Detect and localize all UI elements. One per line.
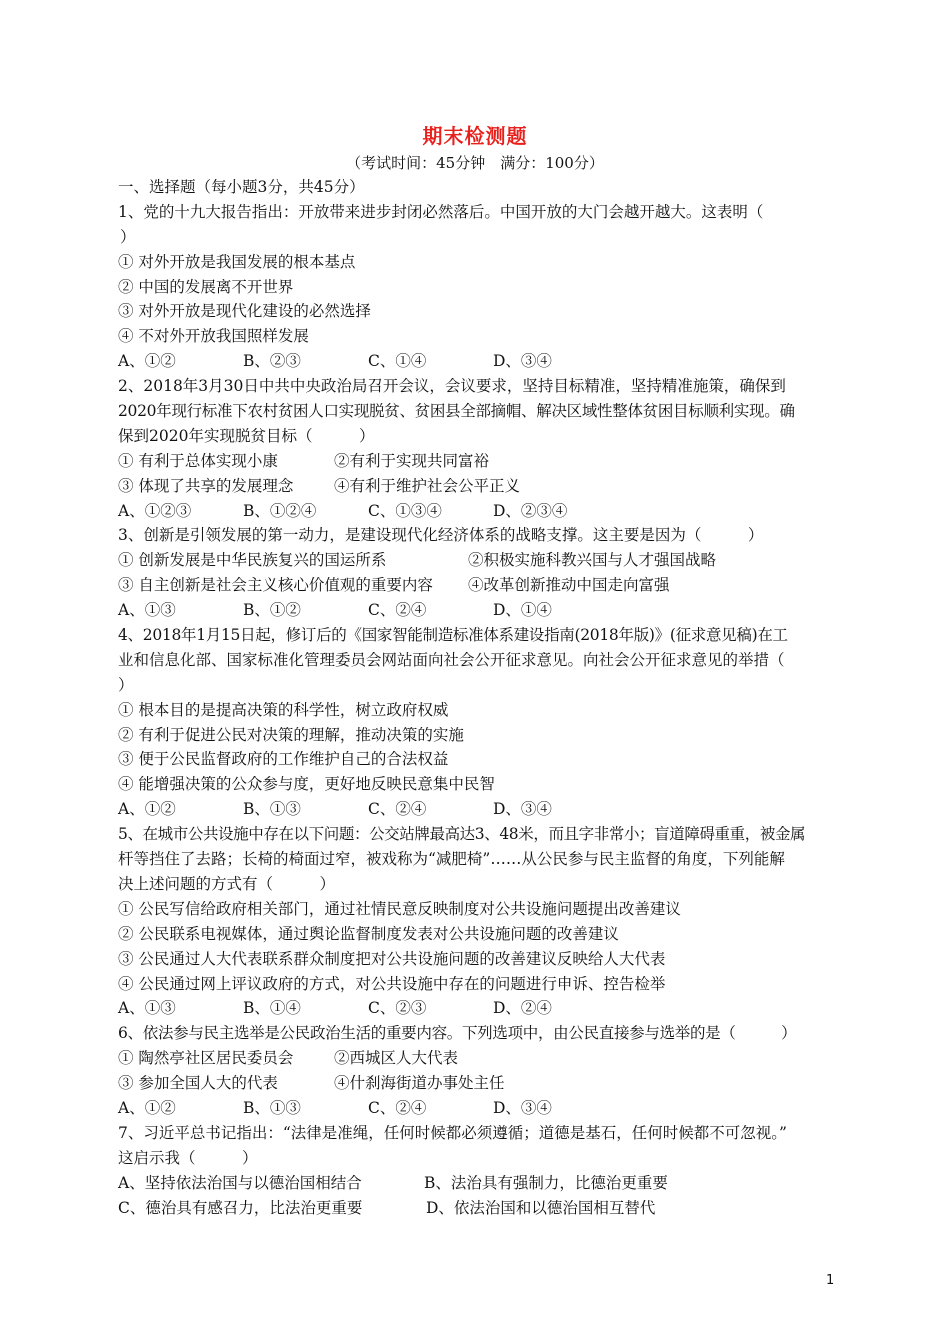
q5-option-c[interactable]: C、②③ xyxy=(368,999,427,1018)
q2-option-d[interactable]: D、②③④ xyxy=(493,501,568,520)
q5-item-3: ③ 公民通过人大代表联系群众制度把对公共设施问题的改善建议反映给人大代表 xyxy=(118,949,666,968)
q3-item-3: ③ 自主创新是社会主义核心价值观的重要内容 xyxy=(118,576,433,595)
q2-item-4: ④有利于维护社会公平正义 xyxy=(334,476,521,495)
exam-info: （考试时间：45分钟 满分：100分） xyxy=(346,154,604,172)
q7-stem-line1: 7、习近平总书记指出：“法律是准绳，任何时候都必须遵循；道德是基石，任何时候都不可忽视。” xyxy=(118,1123,787,1142)
q4-item-3: ③ 便于公民监督政府的工作维护自己的合法权益 xyxy=(118,750,449,769)
q6-items-row2 xyxy=(118,1071,838,1096)
q3-items-row1 xyxy=(118,548,838,573)
q3-item-1: ① 创新发展是中华民族复兴的国运所系 xyxy=(118,551,387,570)
section-heading: 一、选择题（每小题3分，共45分） xyxy=(118,178,365,196)
q1-stem-line2: ） xyxy=(120,227,136,246)
q2-item-1: ① 有利于总体实现小康 xyxy=(118,451,278,470)
page-title: 期末检测题 xyxy=(422,124,528,148)
q6-options xyxy=(118,1096,838,1121)
q5-stem-line1: 5、在城市公共设施中存在以下问题：公交站牌最高达3、48米，而且字非常小；盲道障碍重重，被金属 xyxy=(118,825,806,844)
q3-item-2: ②积极实施科教兴国与人才强国战略 xyxy=(468,551,717,570)
q4-option-b[interactable]: B、①③ xyxy=(243,800,301,819)
q2-option-a[interactable]: A、①②③ xyxy=(118,501,192,520)
q3-options xyxy=(118,598,838,623)
q4-option-c[interactable]: C、②④ xyxy=(368,800,427,819)
q5-stem-line2: 杆等挡住了去路；长椅的椅面过窄，被戏称为“减肥椅”……从公民参与民主监督的角度，下列能解 xyxy=(118,850,785,869)
page-number: 1 xyxy=(826,1273,835,1288)
q3-option-d[interactable]: D、①④ xyxy=(493,601,552,620)
q4-stem-line2: 业和信息化部、国家标准化管理委员会网站面向社会公开征求意见。向社会公开征求意见的举措（ xyxy=(118,650,785,669)
q6-option-a[interactable]: A、①② xyxy=(118,1098,176,1117)
q5-option-d[interactable]: D、②④ xyxy=(493,999,552,1018)
q2-stem-line2: 2020年现行标准下农村贫困人口实现脱贫、贫困县全部摘帽、解决区域性整体贫困目标顺利实现。确 xyxy=(118,402,795,421)
q6-item-1: ① 陶然亭社区居民委员会 xyxy=(118,1049,294,1068)
q4-item-4: ④ 能增强决策的公众参与度，更好地反映民意集中民智 xyxy=(118,775,495,794)
q2-items-row2 xyxy=(118,474,838,499)
q7-option-d[interactable]: D、依法治国和以德治国相互替代 xyxy=(426,1198,656,1217)
q4-stem-line1: 4、2018年1月15日起，修订后的《国家智能制造标准体系建设指南(2018年版)》(征求意见稿)在工 xyxy=(118,626,788,645)
q1-item-2: ② 中国的发展离不开世界 xyxy=(118,277,294,296)
q7-options-row2 xyxy=(118,1196,838,1221)
q6-item-3: ③ 参加全国人大的代表 xyxy=(118,1074,278,1093)
q2-option-c[interactable]: C、①③④ xyxy=(368,501,442,520)
q7-options-row1 xyxy=(118,1171,838,1196)
q2-stem-line1: 2、2018年3月30日中共中央政治局召开会议，会议要求，坚持目标精准，坚持精准施策，确保到 xyxy=(118,377,786,396)
q7-option-a[interactable]: A、坚持依法治国与以德治国相结合 xyxy=(118,1173,362,1192)
q6-stem: 6、依法参与民主选举是公民政治生活的重要内容。下列选项中，由公民直接参与选举的是（ ） xyxy=(118,1024,797,1043)
q1-item-1: ① 对外开放是我国发展的根本基点 xyxy=(118,252,356,271)
q6-items-row1 xyxy=(118,1046,838,1071)
q4-option-d[interactable]: D、③④ xyxy=(493,800,552,819)
q2-option-b[interactable]: B、①②④ xyxy=(243,501,317,520)
q1-option-a[interactable]: A、①② xyxy=(118,352,176,371)
q2-stem-line3: 保到2020年实现脱贫目标（ ） xyxy=(118,426,375,445)
q1-option-b[interactable]: B、②③ xyxy=(243,352,301,371)
q5-option-b[interactable]: B、①④ xyxy=(243,999,301,1018)
q4-options xyxy=(118,797,838,822)
q4-option-a[interactable]: A、①② xyxy=(118,800,176,819)
q4-item-2: ② 有利于促进公民对决策的理解，推动决策的实施 xyxy=(118,725,464,744)
q5-item-2: ② 公民联系电视媒体，通过舆论监督制度发表对公共设施问题的改善建议 xyxy=(118,924,619,943)
q5-option-a[interactable]: A、①③ xyxy=(118,999,176,1018)
q4-stem-line3: ） xyxy=(118,675,134,694)
q1-stem-line1: 1、党的十九大报告指出：开放带来进步封闭必然落后。中国开放的大门会越开越大。这表明（ xyxy=(118,202,764,221)
q6-option-c[interactable]: C、②④ xyxy=(368,1098,427,1117)
q3-option-b[interactable]: B、①② xyxy=(243,601,301,620)
q5-options xyxy=(118,996,838,1021)
q3-item-4: ④改革创新推动中国走向富强 xyxy=(468,576,670,595)
q3-option-c[interactable]: C、②④ xyxy=(368,601,427,620)
q5-stem-line3: 决上述问题的方式有（ ） xyxy=(118,874,336,893)
q2-options xyxy=(118,499,838,524)
q3-stem: 3、创新是引领发展的第一动力，是建设现代化经济体系的战略支撑。这主要是因为（ ） xyxy=(118,526,764,545)
q2-item-2: ②有利于实现共同富裕 xyxy=(334,451,490,470)
q4-item-1: ① 根本目的是提高决策的科学性，树立政府权威 xyxy=(118,700,449,719)
exam-content xyxy=(118,175,838,1220)
q5-item-1: ① 公民写信给政府相关部门，通过社情民意反映制度对公共设施问题提出改善建议 xyxy=(118,899,681,918)
q1-item-4: ④ 不对外开放我国照样发展 xyxy=(118,327,309,346)
q1-option-c[interactable]: C、①④ xyxy=(368,352,427,371)
q6-item-2: ②西城区人大代表 xyxy=(334,1049,459,1068)
q1-option-d[interactable]: D、③④ xyxy=(493,352,552,371)
q1-options xyxy=(118,349,838,374)
q1-item-3: ③ 对外开放是现代化建设的必然选择 xyxy=(118,302,371,321)
q7-stem-line2: 这启示我（ ） xyxy=(118,1148,258,1167)
q7-option-b[interactable]: B、法治具有强制力，比德治更重要 xyxy=(424,1173,668,1192)
q5-item-4: ④ 公民通过网上评议政府的方式，对公共设施中存在的问题进行申诉、控告检举 xyxy=(118,974,666,993)
q3-items-row2 xyxy=(118,573,838,598)
q6-option-b[interactable]: B、①③ xyxy=(243,1098,301,1117)
q3-option-a[interactable]: A、①③ xyxy=(118,601,176,620)
q2-items-row1 xyxy=(118,449,838,474)
q6-item-4: ④什刹海街道办事处主任 xyxy=(334,1074,505,1093)
q6-option-d[interactable]: D、③④ xyxy=(493,1098,552,1117)
q2-item-3: ③ 体现了共享的发展理念 xyxy=(118,476,294,495)
q7-option-c[interactable]: C、德治具有感召力，比法治更重要 xyxy=(118,1198,363,1217)
